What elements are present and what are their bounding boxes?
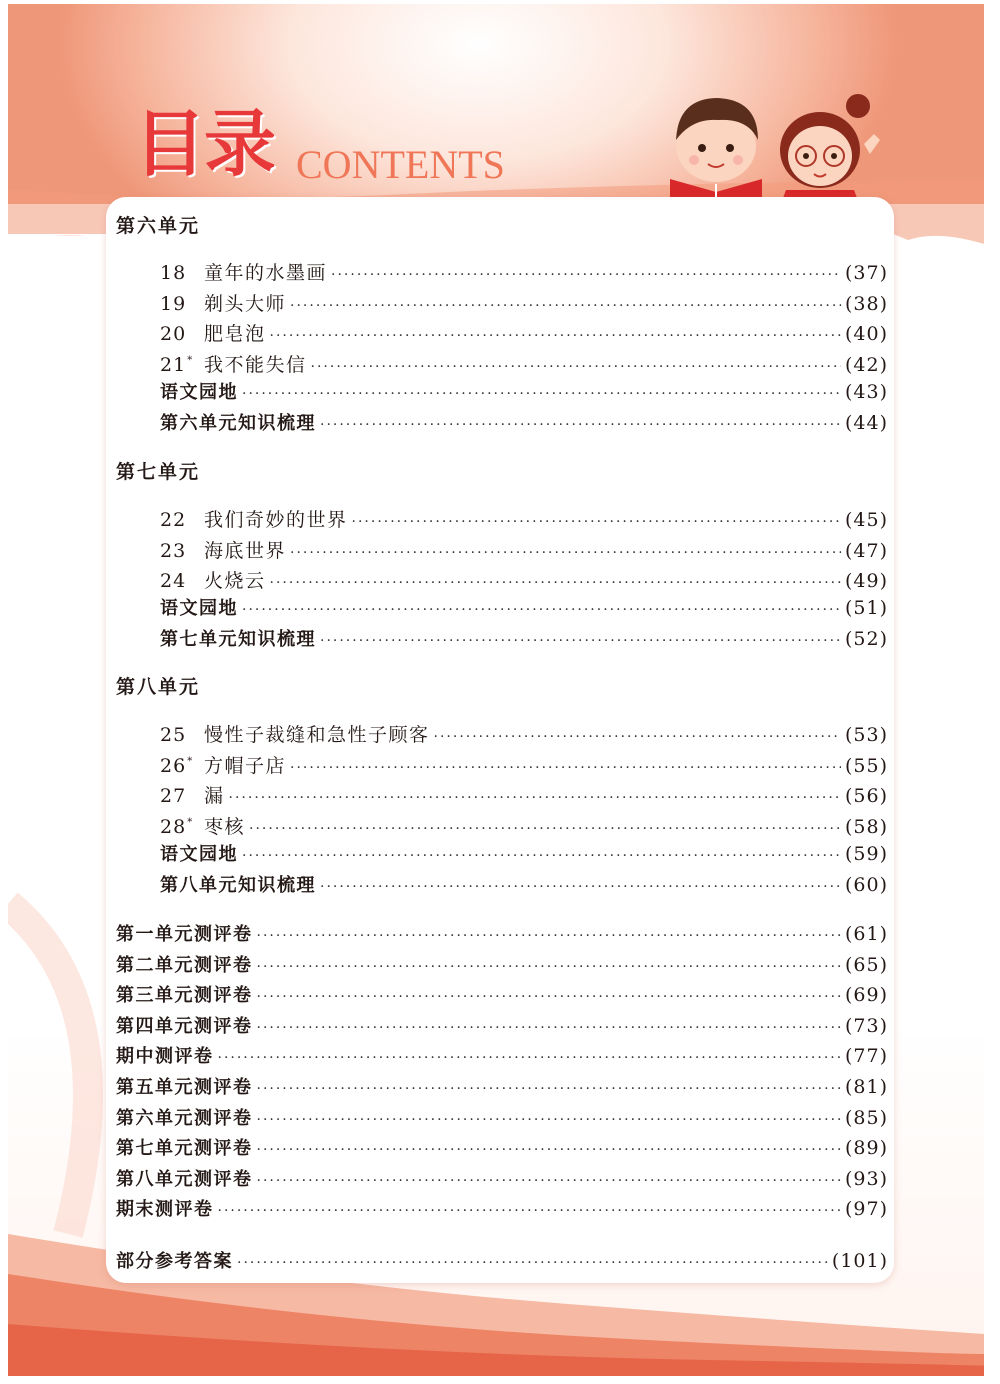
page-number: (47)	[844, 539, 888, 562]
entry-title: 方帽子店	[204, 754, 287, 777]
optional-mark: *	[187, 755, 194, 767]
entry-title: 第一单元测评卷	[116, 924, 253, 945]
entry-number: 25	[160, 724, 187, 746]
page-number: (69)	[844, 984, 888, 1007]
toc-entry[interactable]	[116, 1013, 888, 1039]
dot-leader	[229, 785, 841, 811]
entry-title: 第六单元测评卷	[116, 1107, 253, 1129]
toc-entry[interactable]	[160, 626, 888, 652]
entry-title: 期中测评卷	[116, 1046, 214, 1068]
toc-entry[interactable]	[160, 256, 888, 282]
entry-title: 期末测评卷	[116, 1199, 214, 1221]
entry-number: 24	[160, 570, 187, 593]
dot-leader	[290, 293, 841, 319]
page-number: (37)	[844, 262, 888, 284]
toc-entry[interactable]	[160, 718, 888, 744]
dot-leader	[270, 323, 841, 349]
unit-heading: 第六单元	[116, 215, 201, 237]
entry-title: 海底世界	[204, 539, 287, 562]
entry-title: 第二单元测评卷	[116, 954, 253, 976]
page-number: (89)	[844, 1137, 888, 1160]
page-number: (56)	[844, 785, 888, 808]
toc-entry[interactable]	[160, 872, 888, 898]
page-number: (77)	[844, 1045, 888, 1068]
page-subtitle: CONTENTS	[296, 142, 505, 187]
page-number: (44)	[844, 411, 888, 434]
dot-leader	[249, 816, 841, 842]
entry-number: 19	[160, 292, 187, 315]
entry-title: 第四单元测评卷	[116, 1015, 253, 1037]
children-illustration	[658, 84, 888, 209]
dot-leader	[257, 1015, 841, 1041]
page-number: (42)	[844, 354, 888, 377]
dot-leader	[257, 984, 841, 1010]
page-number: (60)	[844, 873, 888, 896]
page-number: (40)	[844, 323, 888, 346]
page-number: (38)	[844, 292, 888, 315]
toc-entry[interactable]	[160, 348, 888, 377]
page-number: (59)	[844, 842, 888, 865]
dot-leader	[320, 628, 841, 654]
dot-leader	[434, 724, 841, 750]
entry-title: 剃头大师	[204, 292, 287, 315]
toc-entry[interactable]	[160, 779, 888, 808]
page-number: (52)	[844, 627, 888, 650]
entry-number: 21*	[160, 354, 194, 377]
page-number: (53)	[844, 724, 888, 746]
toc-entry[interactable]	[160, 503, 888, 529]
dot-leader	[257, 1168, 841, 1194]
dot-leader	[311, 354, 841, 380]
entry-title: 肥皂泡	[204, 323, 266, 346]
entry-number: 23	[160, 539, 187, 562]
dot-leader	[320, 874, 841, 900]
entry-title: 我不能失信	[204, 354, 307, 377]
toc-entry[interactable]	[116, 921, 888, 947]
page-title: 目录	[134, 102, 275, 186]
entry-number: 28*	[160, 816, 194, 839]
dot-leader	[237, 1250, 828, 1276]
entry-title: 慢性子裁缝和急性子顾客	[204, 724, 430, 746]
entry-number: 26*	[160, 754, 194, 777]
page-number: (45)	[844, 509, 888, 531]
toc-entry[interactable]	[160, 534, 888, 560]
page-number: (81)	[844, 1076, 888, 1098]
toc-entry[interactable]	[160, 595, 888, 621]
entry-title: 第八单元知识梳理	[160, 874, 316, 896]
toc-entry[interactable]	[160, 287, 888, 313]
entry-number: 18	[160, 262, 187, 284]
entry-title: 第七单元测评卷	[116, 1138, 253, 1160]
dot-leader	[218, 1198, 841, 1224]
dot-leader	[242, 843, 841, 869]
entry-title: 第三单元测评卷	[116, 985, 253, 1007]
entry-title: 语文园地	[160, 598, 238, 620]
entry-title: 语文园地	[160, 381, 238, 403]
toc-entry[interactable]	[116, 1166, 888, 1192]
entry-title: 我们奇妙的世界	[204, 509, 348, 531]
dot-leader	[290, 755, 841, 781]
page-number: (93)	[844, 1167, 888, 1190]
optional-mark: *	[187, 355, 194, 367]
dot-leader	[257, 1107, 841, 1133]
toc-entry[interactable]	[160, 564, 888, 593]
entry-title: 火烧云	[204, 570, 266, 593]
toc-entry[interactable]	[160, 810, 888, 839]
toc-entry[interactable]	[160, 317, 888, 346]
toc-entry[interactable]	[116, 1043, 888, 1069]
toc-entry[interactable]	[116, 952, 888, 978]
page-number: (51)	[844, 597, 888, 620]
dot-leader	[270, 570, 841, 596]
entry-title: 童年的水墨画	[204, 262, 328, 284]
dot-leader	[257, 1137, 841, 1163]
toc-entry[interactable]	[160, 749, 888, 775]
page-number: (65)	[844, 953, 888, 976]
page-number: (101)	[831, 1250, 888, 1272]
entry-title: 第八单元测评卷	[116, 1168, 253, 1190]
unit-heading: 第七单元	[116, 461, 201, 483]
entry-title: 枣核	[204, 816, 246, 839]
entry-title: 部分参考答案	[116, 1251, 233, 1272]
dot-leader	[257, 923, 841, 949]
toc-entry[interactable]	[116, 1135, 888, 1161]
toc-entry[interactable]	[116, 1248, 888, 1274]
toc-entry[interactable]	[116, 982, 888, 1008]
entry-title: 第五单元测评卷	[116, 1077, 253, 1098]
dot-leader	[242, 597, 841, 623]
entry-number: 20	[160, 323, 187, 346]
page-number: (58)	[844, 816, 888, 839]
dot-leader	[242, 381, 841, 407]
dot-leader	[290, 540, 841, 566]
dot-leader	[331, 262, 841, 288]
toc-entry[interactable]	[160, 379, 888, 405]
toc-entry[interactable]	[116, 1105, 888, 1131]
toc-entry[interactable]	[160, 410, 888, 436]
dot-leader	[218, 1045, 841, 1071]
dot-leader	[257, 954, 841, 980]
entry-title: 第六单元知识梳理	[160, 412, 316, 434]
page-number: (43)	[844, 380, 888, 403]
entry-title: 第七单元知识梳理	[160, 628, 316, 650]
entry-title: 语文园地	[160, 843, 238, 865]
page-number: (85)	[844, 1106, 888, 1129]
page-number: (61)	[844, 923, 888, 945]
page-number: (73)	[844, 1014, 888, 1037]
entry-title: 漏	[204, 785, 225, 808]
unit-heading: 第八单元	[116, 676, 201, 698]
toc-entry[interactable]	[160, 841, 888, 867]
toc-entry[interactable]	[116, 1074, 888, 1100]
optional-mark: *	[187, 817, 194, 829]
dot-leader	[257, 1076, 841, 1102]
toc-entry[interactable]	[116, 1196, 888, 1222]
entry-number: 22	[160, 509, 187, 531]
page-number: (55)	[844, 754, 888, 777]
dot-leader	[352, 509, 841, 535]
page-number: (97)	[844, 1198, 888, 1221]
dot-leader	[320, 412, 841, 438]
entry-number: 27	[160, 785, 187, 808]
page-number: (49)	[844, 570, 888, 593]
